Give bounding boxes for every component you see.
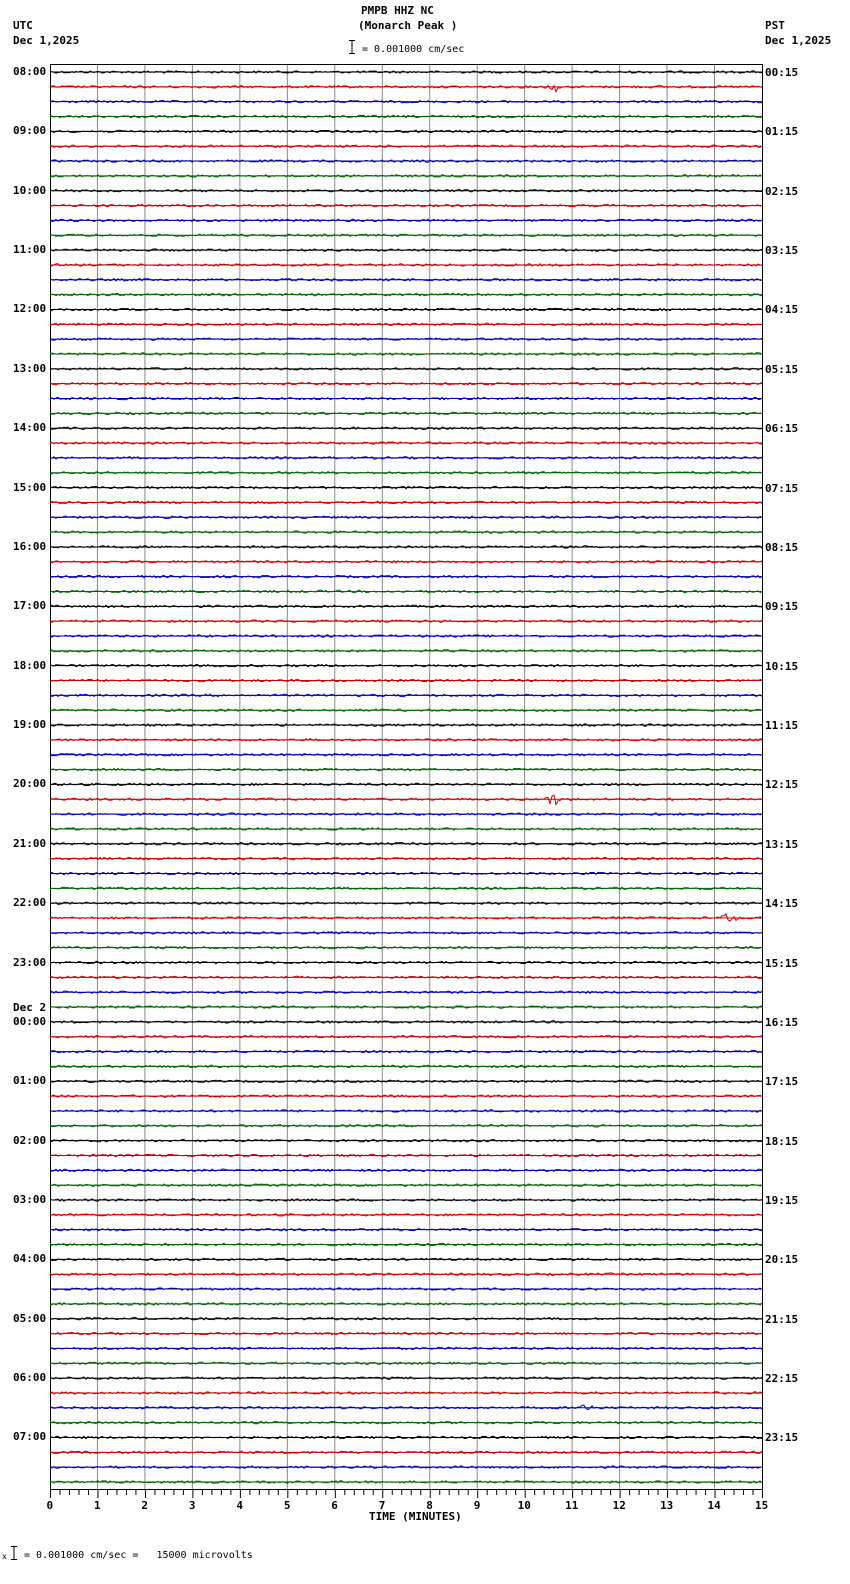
left-timezone: UTC xyxy=(13,19,33,32)
pst-hour-label: 06:15 xyxy=(765,422,799,436)
pst-hour-label: 21:15 xyxy=(765,1312,799,1326)
utc-hour-label: 22:00 xyxy=(13,896,47,910)
pst-hour-label: 22:15 xyxy=(765,1372,799,1386)
utc-hour-label: 09:00 xyxy=(13,124,47,138)
footer-marker: x xyxy=(2,1552,7,1561)
pst-hour-label: 23:15 xyxy=(765,1431,799,1445)
x-tick-label: 13 xyxy=(660,1499,674,1512)
utc-hour-label: 13:00 xyxy=(13,361,47,375)
x-tick-label: 8 xyxy=(426,1499,433,1512)
utc-hour-label: 14:00 xyxy=(13,421,47,435)
scale-text: = 0.001000 cm/sec xyxy=(362,44,465,55)
utc-hour-label: 00:00 xyxy=(13,1014,47,1028)
pst-hour-label: 12:15 xyxy=(765,778,799,792)
pst-hour-label: 10:15 xyxy=(765,659,799,673)
x-tick-label: 14 xyxy=(707,1499,721,1512)
utc-hour-label: 03:00 xyxy=(13,1193,47,1206)
x-axis-title: TIME (MINUTES) xyxy=(369,1510,462,1523)
utc-hour-label: 15:00 xyxy=(13,480,47,494)
pst-hour-label: 15:15 xyxy=(765,956,799,970)
utc-hour-label: 11:00 xyxy=(13,243,47,257)
utc-hour-label: 20:00 xyxy=(13,777,47,791)
utc-hour-label: 02:00 xyxy=(13,1133,47,1147)
utc-hour-label: 17:00 xyxy=(13,599,47,613)
x-tick-label: 2 xyxy=(141,1499,149,1512)
right-timezone: PST xyxy=(765,19,785,32)
utc-hour-label: 04:00 xyxy=(13,1252,47,1266)
footer-scale-text: = 0.001000 cm/sec = 15000 microvolts xyxy=(24,1550,253,1561)
pst-hour-label: 18:15 xyxy=(765,1134,799,1148)
x-tick-label: 5 xyxy=(283,1499,291,1512)
utc-hour-label: 16:00 xyxy=(13,539,47,553)
pst-hour-label: 07:15 xyxy=(765,481,799,495)
pst-hour-label: 03:15 xyxy=(765,244,799,258)
pst-hour-label: 11:15 xyxy=(765,719,799,733)
utc-hour-label: 05:00 xyxy=(13,1311,47,1325)
utc-hour-label: 18:00 xyxy=(13,658,47,672)
pst-hour-label: 14:15 xyxy=(765,897,799,911)
x-tick-label: 11 xyxy=(565,1499,579,1512)
pst-hour-label: 09:15 xyxy=(765,600,799,614)
station-title: PMPB HHZ NC xyxy=(361,4,434,17)
right-date: Dec 1,2025 xyxy=(765,34,832,47)
pst-hour-label: 17:15 xyxy=(765,1075,799,1089)
utc-hour-label: 07:00 xyxy=(13,1430,47,1444)
utc-hour-label: 19:00 xyxy=(13,718,47,732)
pst-hour-label: 00:15 xyxy=(765,66,799,79)
pst-hour-label: 08:15 xyxy=(765,540,799,554)
pst-hour-label: 01:15 xyxy=(765,125,799,139)
pst-hour-label: 02:15 xyxy=(765,184,799,198)
x-tick-label: 3 xyxy=(188,1499,196,1512)
pst-hour-label: 05:15 xyxy=(765,362,799,376)
left-date: Dec 1,2025 xyxy=(13,34,80,47)
x-tick-label: 9 xyxy=(473,1499,481,1512)
x-tick-label: 15 xyxy=(755,1499,769,1512)
pst-hour-label: 04:15 xyxy=(765,303,799,317)
x-tick-label: 1 xyxy=(93,1499,101,1512)
station-location: (Monarch Peak ) xyxy=(358,19,458,32)
pst-hour-label: 16:15 xyxy=(765,1015,799,1029)
utc-hour-label: 23:00 xyxy=(13,955,47,969)
x-tick-label: 7 xyxy=(378,1499,386,1512)
x-tick-label: 6 xyxy=(331,1499,338,1512)
utc-hour-label: 01:00 xyxy=(13,1074,47,1088)
utc-hour-label: 21:00 xyxy=(13,836,47,850)
footer-scale-bar-icon xyxy=(11,1545,18,1559)
x-tick-label: 10 xyxy=(517,1499,531,1512)
utc-hour-label: 08:00 xyxy=(13,65,47,78)
pst-hour-label: 13:15 xyxy=(765,837,799,851)
pst-hour-label: 19:15 xyxy=(765,1194,799,1207)
x-tick-label: 12 xyxy=(612,1499,626,1512)
x-tick-label: 4 xyxy=(236,1499,243,1512)
utc-hour-label: 06:00 xyxy=(13,1371,47,1385)
utc-hour-label: 10:00 xyxy=(13,183,47,197)
date-change-label: Dec 2 xyxy=(13,1000,47,1014)
utc-hour-label: 12:00 xyxy=(13,302,47,316)
x-tick-label: 0 xyxy=(46,1499,54,1512)
pst-hour-label: 20:15 xyxy=(765,1253,799,1267)
